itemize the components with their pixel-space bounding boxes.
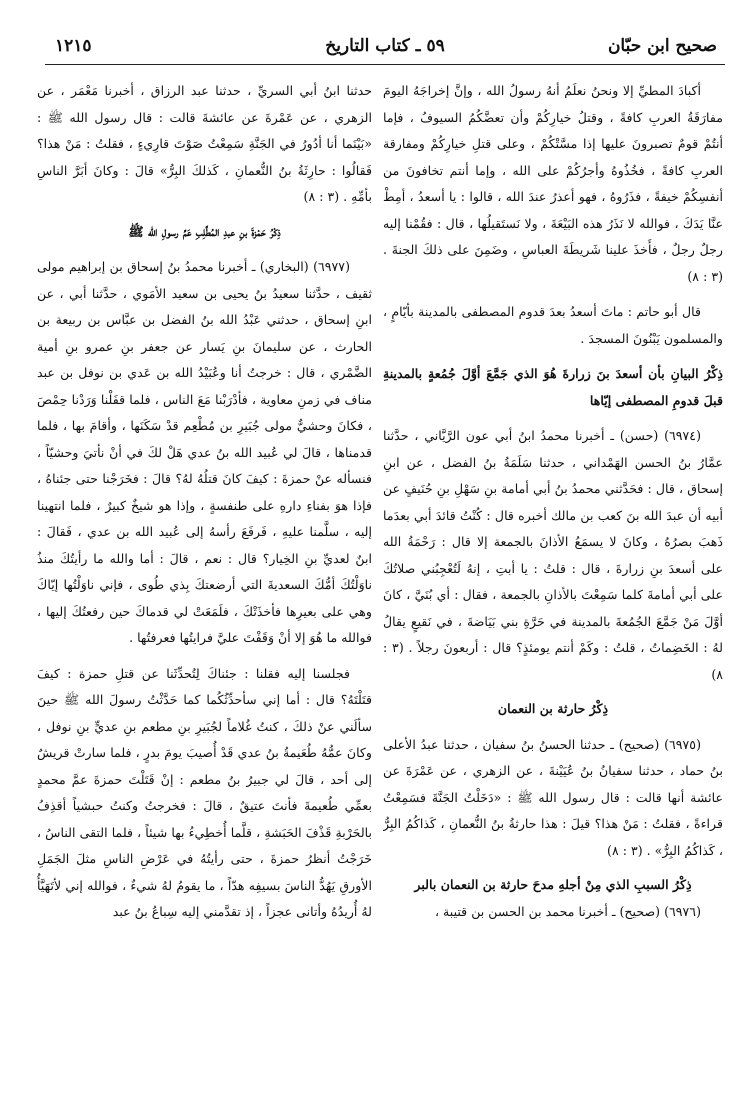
section-heading: ذِكْرُ السببِ الذي مِنْ أجلهِ مدحَ حارثة بن النعمان بالبر bbox=[414, 877, 692, 892]
paragraph: قال أبو حاتم : ماتَ أسعدُ بعدَ قدوم المصطفى بالمدينة بأيّامٍ ، والمسلمون يَبْنُونَ المسجدَ . bbox=[383, 304, 723, 346]
book-title: صحيح ابن حبّان bbox=[607, 36, 717, 56]
section-heading: ذِكْرُ حارثة بن النعمان bbox=[497, 701, 609, 716]
hadith-paragraph: (٦٩٧٦) (صحيح) ـ أخبرنا محمد بن الحسن بن قتيبة ، bbox=[434, 903, 701, 919]
hadith-paragraph: (٦٩٧٧) (البخاري) ـ أخبرنا محمدُ بنُ إسحاق بن إبراهيم مولى ثقيف ، حدَّثنا سعيدُ بنُ يحيى بن سعيد الأمَوي ، حدَّثنا أبي ، عن ابنِ إسحاق ، حدثني عَبْدُ الله بنُ الفضل بن عبَّاس بن ربيعة بن الحارث ، عن سليمانَ بنِ يَسار عن جعفر بنِ عمرو بنِ أمية الضَّمْري ، قال : خرجتُ أنا وعُبَيْدُ الله بن عَدي بن نوفل بن عبد مناف في زمنِ معاوية ، فأدْرَبْنا مَعَ الناس ، فلما قفَلْنا وَرَدْنا حِمْصَ ، فكانَ وحشيٌّ مولى جُبَيرِ بن مُطْعِم قدْ سَكَنَها ، وأقامَ بها ، فلما قدمناها ، قالَ لي عُبيد الله بنُ عدي هَلْ لكَ في أنْ نأتيَ وحشيّاً ، فنسأله عنْ حمزةَ : كيفَ كانَ قتلُهُ لهُ؟ قالَ : فخَرَجْنا حتى جئناهُ ، فإذا هوَ بفناءِ دارهِ على طنفسةٍ ، وإذا هو شيخٌ كبيرٌ ، فلما انتهينا إليه ، سلَّمنا عليهِ ، فَرفَعَ رأسهُ إلى عُبيد الله بن عدي ، فَقالَ : ابنٌ لعديِّ بنِ الخِيار؟ قال : نعم ، قالَ : أما والله ما رأيتُكَ منذُ ناوَلْتُكَ أمُّكَ السعديةَ التي أرضعتكَ بِذي طُوى ، فإني ناوَلْتُها إيّاكَ وهي على بعيرِها فأخذَتْكَ ، فلَمَعَتْ لي قدماكَ حين رفعتُكَ إليها ، فوالله ما هُوَ إلا أنْ وَقَفْتَ عليَّ فرايتُها فعرفتُها . bbox=[37, 259, 372, 645]
right-column bbox=[383, 78, 723, 1088]
paragraph: حدثنا ابنُ أبي السريِّ ، حدثنا عبد الرزاق ، أخبرنا مَعْمَر ، عن الزهري ، عن عَمْرةَ عن عائشةَ قالت : قال رسول الله ﷺ : «بَيْنَما أنا أدُورُ في الجَنَّةِ سَمِعْتُ صَوْتَ قارِيءٍ ، فقلتُ : مَنْ هذا؟ فَقالُوا : حارِثَةُ بنُ النُّعمانِ ، كَذلكَ البِرُّ» قالَ : وكانَ أبَرَّ الناسِ بأمِّهِ . (٣ : ٨) bbox=[37, 83, 372, 204]
page-header bbox=[45, 30, 725, 65]
section-heading: ذِكْرُ حَمْزةَ بنِ عبدِ المُطَّلِبِ عَمِّ رسولِ الله ﷺ bbox=[128, 223, 281, 239]
paragraph: أكبادَ المطيِّ إلا ونحنُ نعلَمُ أنهُ رسولُ الله ، وإنَّ إخراجَهُ اليومَ مفارَقَةُ العربِ كافةً ، وقتلُ خيارِكُمْ وأن تعضَّكُمُ السيوفُ ، فإما أنتُمْ قومٌ تصبرونَ عليها إذا مسَّتْكُمْ ، وعلى قتلِ خيارِكُمْ ومفارقة العربِ كافةً ، فخُذُوهُ وأجرُكُمْ على الله ، وإما أنتم تخافونَ من أنفسِكُمْ خيفةً ، فذَرُوهُ ، فهو أعذرُ عندَ الله ، قالوا : يا أسعدُ ، أمِطْ عنَّا يَدَكَ ، فوالله لا نَذَرُ هذه البَيْعَةَ ، ولا نَستَقيلُها ، قال : فقُمْنا إليه رجلٌ رجلٌ ، فأَخذَ علينا شَريطَةَ العباسِ ، وضَمِنَ على ذلكَ الجنةَ . (٣ : ٨) bbox=[383, 83, 723, 284]
hadith-paragraph: (٦٩٧٤) (حسن) ـ أخبرنا محمدُ ابنُ أبي عون الرَّيَّاني ، حدَّثنا عمَّارُ بنُ الحسن الهَمْداني ، حدثنا سَلَمَةُ بنُ الفضل ، عن ابنِ إسحاق ، قال : فحَدَّثني محمدُ بنُ أبي أمامة بنِ سَهْلِ بنِ حُنَيفٍ عن أبيه أن عبدَ الله بنَ كعب بن مالك أخبره قال : كُنْتُ قائدَ أبي بعدَما ذَهبَ بصرُهُ ، وكانَ لا يسمَعُ الأذانَ بالجمعة إلا قال : رَحْمَةُ الله على أسعدَ بنِ زرارةَ ، قال : قلتُ : يا أبتِ ، إنهُ لَتُعْجِبُني صلاتُكَ على أبي أمامةَ كلما سَمِعْتَ بالأذانِ بالجمعة ، فقال : أي بُنَيَّ ، كانَ أوَّلَ مَنْ جَمَّعَ الجُمُعةَ بالمدينة في حَرَّةِ بني بَيَاضةَ ، في نَقيعٍ يقالُ لهُ : الخَضِماتُ ، قلتُ : وكَمْ أنتم يومئذٍ؟ قال : أربعونَ رجلاً . (٣ : ٨) bbox=[383, 428, 723, 682]
left-column bbox=[37, 78, 372, 1088]
hadith-paragraph: (٦٩٧٥) (صحيح) ـ حدثنا الحسنُ بنُ سفيان ، حدثنا عبدُ الأعلى بنُ حماد ، حدثنا سفيانُ بنُ عُيَيْنةَ ، عن الزهري ، عن عَمْرَةَ عن عائشة أنها قالت : قال رسول الله ﷺ : «دَخَلْتُ الجَنَّةَ فسَمِعْتُ قراءةً ، فقلتُ : مَنْ هذا؟ قيلَ : هذا حارثةُ بنُ النُّعمانِ ، كَذاكُمُ البِرُّ ، كَذاكُمُ البِرُّ» . (٣ : ٨) bbox=[383, 736, 723, 858]
section-heading: ذِكْرُ البيانِ بأن أسعدَ بنَ زرارةَ هُوَ الذي جَمَّعَ أوَّلَ جُمُعةٍ بالمدينةِ قبلَ قدومِ المصطفى إيّاها bbox=[383, 366, 723, 408]
page-number: ١٢١٥ bbox=[55, 36, 92, 56]
chapter-title: ٥٩ ـ كتاب التاريخ bbox=[325, 36, 445, 56]
paragraph: فجلسنا إليه فقلنا : جئناكَ لِتُحدِّثَنا عن قتلِ حمزة : كيفَ قتَلْتَهُ؟ قال : أما إني سأحدِّثُكُما كما حَدَّثْتُ رسولَ الله ﷺ حينَ سألَني عنْ ذلكَ ، كنتُ غُلاماً لجُبَيرِ بنِ مطعم بنِ عديٍّ بنِ نوفل ، وكانَ عمُّهُ طُعَيمةُ بنُ عدي قَدْ أُصيبَ يومَ بدرٍ ، فلما سارتْ قريشٌ إلى أحد ، قالَ لي جبيرُ بنُ مطعم : إنْ قَتَلْتَ حمزةَ عمَّ محمدٍ بعمِّي طُعيمةَ فأنتَ عتيقٌ ، قالَ : فخرجتُ وكنتُ حبشياً أقذِفُ بالحَرْبةِ قَذْفَ الحَبَشةِ ، قلَّما أُخطِيءُ بها شيئاً ، فلما التقى الناسُ ، خَرَجْتُ أنظرُ حمزةَ ، حتى رأيتُهُ في عَرْضِ الناسِ مثلَ الجَمَلِ الأورقِ يَهُدُّ الناسَ بسيفِه هدّاً ، ما يقومُ لهُ شيءٌ ، فوالله إني لأتَهَيَّأُ لهُ أُريدُهُ وأتانى عجزاً ، إذ تقدَّمني إليه سِباعُ بنُ عبد bbox=[37, 665, 372, 919]
